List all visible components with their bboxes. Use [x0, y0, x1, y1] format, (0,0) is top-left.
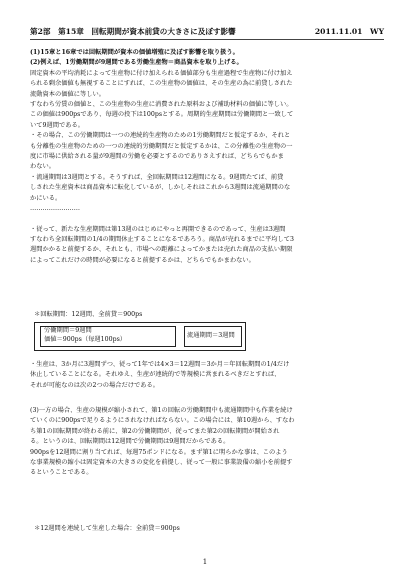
paragraph-line: かにいる。	[30, 194, 62, 202]
paragraph-line: (3)一方の場合、生産の規模が縮小されて、第1の回転の労働期間中も流通期間中も作業を続け	[30, 407, 293, 414]
paragraph-line: それが可能なのは次の2つの場合だけである。	[30, 381, 159, 389]
spacer	[30, 215, 384, 225]
paragraph-line: る。というのは、回転期間は12週間で労働期間は9週間だからである。	[30, 438, 230, 446]
paragraph-line: 度に市場に供給される量が9週間の労働を必要とするのでありさえすれば、どちらでもかま	[30, 153, 284, 161]
paragraph-line: ・生産は、3か月に3週間ずつ、従って1年では4×3＝12週間＝3か月＝年回転期間の1/4だけ	[30, 361, 290, 368]
paragraph-line: も分離性の生産物のための一つの連続的労働期間だと仮定するかは、この分離性の生産物の一	[30, 142, 293, 150]
paragraph-line: しされた生産資本は商品資本に転化しているが、しかしそれはこれから3週間は流通期間のな	[30, 184, 291, 192]
paragraph-line: 休止していることになる。それゆえ、生産が連続的で等規模に営まれるべきだとすれば、	[30, 371, 281, 379]
labor-period-label: 労働期間＝9週間	[44, 327, 92, 334]
paragraph-line: ていくのに900psで足りるようにされなければならない。この場合には、第10週から、すなわ	[30, 417, 295, 425]
paragraph-line: (1)15章と16章では回転期間が資本の価値増殖に及ぼす影響を取り扱う。	[30, 49, 239, 56]
paragraph-line: な事業規模の縮小は固定資本の大きさの変化を前提し、従って一般に事業設備の縮小を前提す	[30, 459, 293, 467]
paragraph-line: られる剰余価値も無視することにすれば、この生産物の価値は、その生産の為に前貸しされた	[30, 80, 293, 88]
paragraph-line: るということである。	[30, 469, 93, 477]
page-number: 1	[202, 558, 208, 566]
circulation-period-label: 流通期間＝3週間	[187, 332, 235, 339]
page-header	[30, 26, 384, 40]
value-label: 価値＝900ps（毎週100ps）	[44, 336, 127, 343]
paragraph-line: ・流通期間は3週間とする。そうすれば、全回転期間は12週間になる。9週間たてば、前貸	[30, 173, 284, 181]
footer-caption: ＊12週間を連続して生産した場合：全前貸＝900ps	[34, 525, 180, 532]
body-text-bottom	[30, 406, 384, 479]
paragraph-line: わない。	[30, 163, 55, 171]
paragraph-line: 週間かかると前提するか、それとも、市場への距離によってかまたは売れた商品の支払い期限	[30, 246, 293, 254]
paragraph-line: ち第1の回転期間が終わる前に、第2の労働期間が、従ってまた第2の回転期間が開始され	[30, 427, 280, 435]
paragraph-line: この価値は900psであり、毎週の投下は100psとする。周期的生産期間は労働期間と一致して	[30, 111, 294, 119]
dotted-separator: ……………………	[30, 205, 80, 213]
paragraph-line: 900psを12週間に割り当てれば、毎週75ポンドになる。まず第1に明らかな事は、このよう	[30, 448, 288, 456]
diagram-caption: ＊回転期間：12週間、全前貸＝900ps	[34, 311, 143, 318]
body-text	[30, 48, 384, 266]
paragraph-line: (2)例えば、1労働期間が9週間である労働生産物＝商品資本を取り上げる。	[30, 59, 243, 67]
paragraph-line: いて9週間である。	[30, 121, 84, 129]
chapter-title: 第2部 第15章 回転期間が資本前貸の大きさに及ぼす影響	[30, 27, 236, 36]
header-date: 2011.11.01 WY	[314, 27, 384, 36]
paragraph-line: ・その場合、この労働期間は一つの連続的生産物のための1労働期間だと仮定するか、それと	[30, 132, 291, 140]
paragraph-line: ・従って、新たな生産期間は第13週のはじめにやっと再開できるのであって、生産は3週間	[30, 225, 286, 233]
paragraph-line: によってこれだけの時間が必要になると前提するかは、どちらでもかまわない。	[30, 256, 255, 264]
paragraph-line: 固定資本の平均消耗によって生産物に付け加えられる価値部分も生産過程で生産物に付け加え	[30, 69, 293, 77]
paragraph-line: 流動資本の価値に等しい。	[30, 90, 105, 98]
paragraph-line: すなわち全回転期間の1/4の期間休止することになるであろう。商品が売れるまでに平均して3	[30, 235, 294, 243]
paragraph-line: すなわち労賃の価値と、この生産物の生産に消費された原料および補助材料の価値に等しい。	[30, 101, 293, 109]
body-text-middle	[30, 360, 384, 391]
